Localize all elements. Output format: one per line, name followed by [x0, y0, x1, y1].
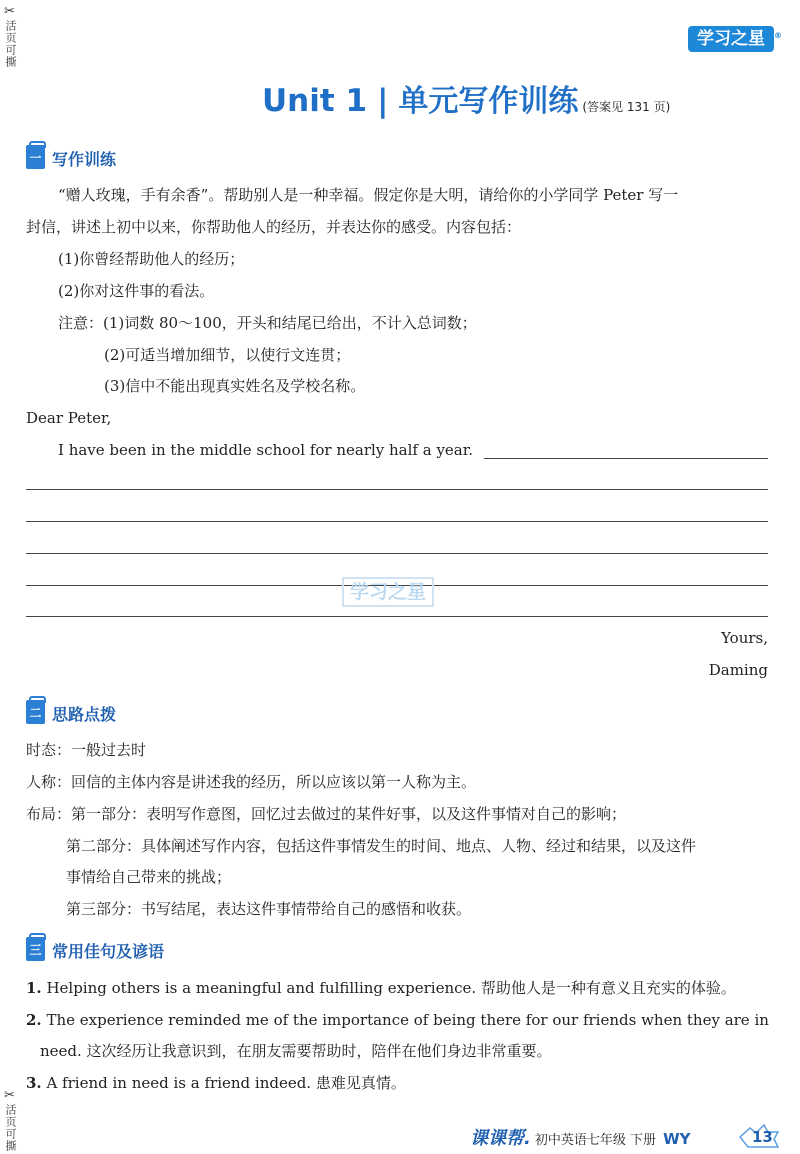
section-title: 写作训练 [52, 150, 117, 169]
sentence-number: 1. [26, 979, 42, 997]
footer-brand: 课课帮. [470, 1128, 531, 1149]
footer-edition: WY [663, 1130, 691, 1148]
page-number: 13 [752, 1128, 773, 1146]
footer-book: 初中英语七年级 下册 [534, 1133, 656, 1148]
brand-logo-text: 学习之星 [697, 29, 765, 49]
notebook-icon: 二 [26, 700, 45, 724]
writing-line[interactable] [484, 458, 768, 459]
tear-off-label-top: 活页可撕 [4, 20, 17, 68]
page-title [262, 76, 670, 120]
tip-person: 人称：回信的主体内容是讲述我的经历，所以应该以第一人称为主。 [26, 773, 477, 791]
notebook-icon: 一 [26, 145, 45, 169]
section-title: 思路点拨 [52, 705, 117, 724]
writing-line[interactable] [26, 616, 768, 617]
notebook-icon: 三 [26, 937, 45, 961]
tear-off-tab-bottom [4, 1090, 22, 1152]
tip-layout-part3: 第三部分：书写结尾，表达这件事情带给自己的感悟和收获。 [66, 900, 472, 918]
section-title: 常用佳句及谚语 [52, 942, 165, 961]
sentence-1 [26, 978, 736, 998]
sentence-2 [26, 1010, 769, 1030]
tip-layout-part2: 第二部分：具体阐述写作内容，包括这件事情发生的时间、地点、人物、经过和结果，以及这件 [66, 837, 697, 855]
task-item-1: (1)你曾经帮助他人的经历； [58, 250, 245, 268]
tip-tense: 时态：一般过去时 [26, 741, 147, 759]
writing-line[interactable] [26, 521, 768, 522]
sentence-number: 2. [26, 1011, 42, 1029]
sentence-text: The experience reminded me of the importance of being there for our friends when they are in [46, 1011, 769, 1029]
task-note-1: 注意：(1)词数 80～100，开头和结尾已给出，不计入总词数； [58, 314, 477, 332]
task-item-2: (2)你对这件事的看法。 [58, 282, 215, 300]
watermark: 学习之星 [342, 577, 434, 607]
scissors-icon: ✂ [4, 1088, 15, 1103]
task-text-line1: “赠人玫瑰，手有余香”。帮助别人是一种幸福。假定你是大明，请给你的小学同学 Peter 写一 [58, 186, 679, 204]
task-note-2: (2)可适当增加细节，以使行文连贯； [104, 346, 351, 364]
sentence-number: 3. [26, 1074, 42, 1092]
letter-opening: I have been in the middle school for nearly half a year. [58, 441, 474, 459]
footer [470, 1124, 691, 1150]
sentence-2-cont: need. 这次经历让我意识到，在朋友需要帮助时，陪伴在他们身边非常重要。 [40, 1042, 552, 1060]
task-note-3: (3)信中不能出现真实姓名及学校名称。 [104, 377, 366, 395]
sentence-text: A friend in need is a friend indeed. 患难见真情。 [46, 1074, 406, 1092]
sentence-text: Helping others is a meaningful and fulfilling experience. 帮助他人是一种有意义且充实的体验。 [46, 979, 736, 997]
tip-layout-part2-cont: 事情给自己带来的挑战； [66, 868, 232, 886]
writing-line[interactable] [26, 553, 768, 554]
tear-off-label-bottom: 活页可撕 [4, 1104, 17, 1152]
answer-reference: (答案见 131 页) [582, 100, 671, 114]
writing-line[interactable] [26, 489, 768, 490]
sentence-3 [26, 1073, 406, 1093]
title-separator: | [377, 83, 389, 119]
letter-greeting: Dear Peter, [26, 409, 112, 427]
letter-signature: Daming [708, 661, 768, 679]
title-main: 单元写作训练 [398, 84, 579, 119]
registered-mark: ® [774, 31, 782, 40]
task-text-line2: 封信，讲述上初中以来，你帮助他人的经历，并表达你的感受。内容包括： [26, 218, 522, 236]
unit-label: Unit 1 [262, 83, 368, 119]
tip-layout-part1: 布局：第一部分：表明写作意图，回忆过去做过的某件好事，以及这件事情对自己的影响； [26, 805, 627, 823]
tear-off-tab-top [4, 6, 22, 68]
letter-closing: Yours, [721, 629, 768, 647]
brand-logo [688, 26, 782, 52]
scissors-icon: ✂ [4, 4, 15, 19]
